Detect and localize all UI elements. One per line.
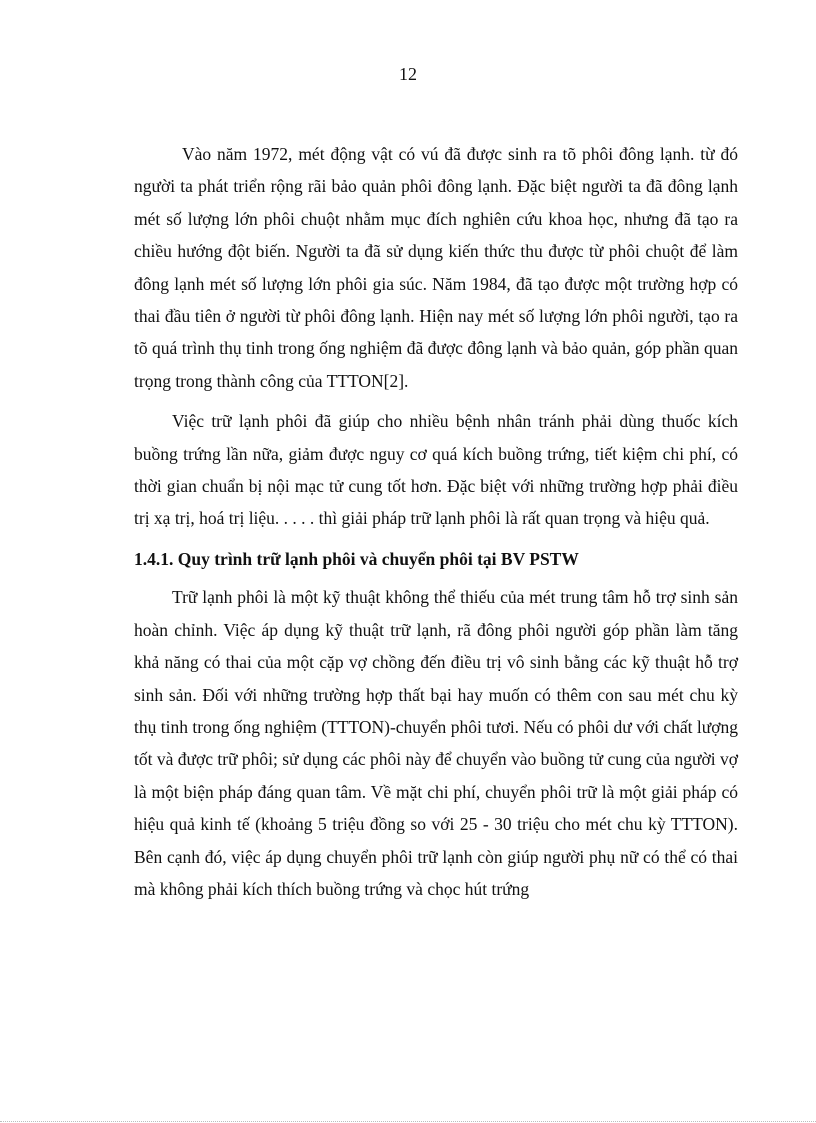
- paragraph-cryopreservation-history: Vào năm 1972, mét động vật có vú đã được sinh ra tõ phôi đông lạnh. từ đó người ta phát triển rộng rãi bảo quản phôi đông lạnh. Đặc biệt người ta đã đông lạnh mét số lượng lớn phôi chuột nhằm mục đích nghiên cứu khoa học, nhưng đã tạo ra chiều hướng đột biến. Người ta đã sử dụng kiến thức thu được từ phôi chuột để làm đông lạnh mét số lượng lớn phôi gia súc. Năm 1984, đã tạo được một trường hợp có thai đầu tiên ở người từ phôi đông lạnh. Hiện nay mét số lượng lớn phôi người, tạo ra tõ quá trình thụ tinh trong ống nghiệm đã được đông lạnh và bảo quản, góp phần quan trọng trong thành công của TTTON[2].: [134, 144, 738, 391]
- body-text: [134, 138, 738, 913]
- section-heading: 1.4.1. Quy trình trữ lạnh phôi và chuyển phôi tại BV PSTW: [134, 548, 579, 569]
- paragraph-frozen-embryo-transfer: Trữ lạnh phôi là một kỹ thuật không thể thiếu của mét trung tâm hỗ trợ sinh sản hoàn chỉnh. Việc áp dụng kỹ thuật trữ lạnh, rã đông phôi người góp phần làm tăng khả năng có thai của một cặp vợ chồng đến điều trị vô sinh bằng các kỹ thuật hỗ trợ sinh sản. Đối với những trường hợp thất bại hay muốn có thêm con sau mét chu kỳ thụ tinh trong ống nghiệm (TTTON)-chuyển phôi tươi. Nếu có phôi dư với chất lượng tốt và được trữ phôi; sử dụng các phôi này để chuyển vào buồng tử cung của người vợ là một biện pháp đáng quan tâm. Về mặt chi phí, chuyển phôi trữ là một giải pháp có hiệu quả kinh tế (khoảng 5 triệu đồng so với 25 - 30 triệu cho mét chu kỳ TTTON). Bên cạnh đó, việc áp dụng chuyển phôi trữ lạnh còn giúp người phụ nữ có thể có thai mà không phải kích thích buồng trứng và chọc hút trứng: [134, 587, 738, 899]
- page-number: 12: [399, 64, 417, 84]
- paragraph-cryopreservation-benefits: Việc trữ lạnh phôi đã giúp cho nhiều bệnh nhân tránh phải dùng thuốc kích buồng trứng lần nữa, giảm được nguy cơ quá kích buồng trứng, tiết kiệm chi phí, có thời gian chuẩn bị nội mạc tử cung tốt hơn. Đặc biệt với những trường hợp phải điều trị xạ trị, hoá trị liệu. . . . . thì giải pháp trữ lạnh phôi là rất quan trọng và hiệu quả.: [134, 411, 738, 529]
- page-bottom-divider: [0, 1121, 816, 1122]
